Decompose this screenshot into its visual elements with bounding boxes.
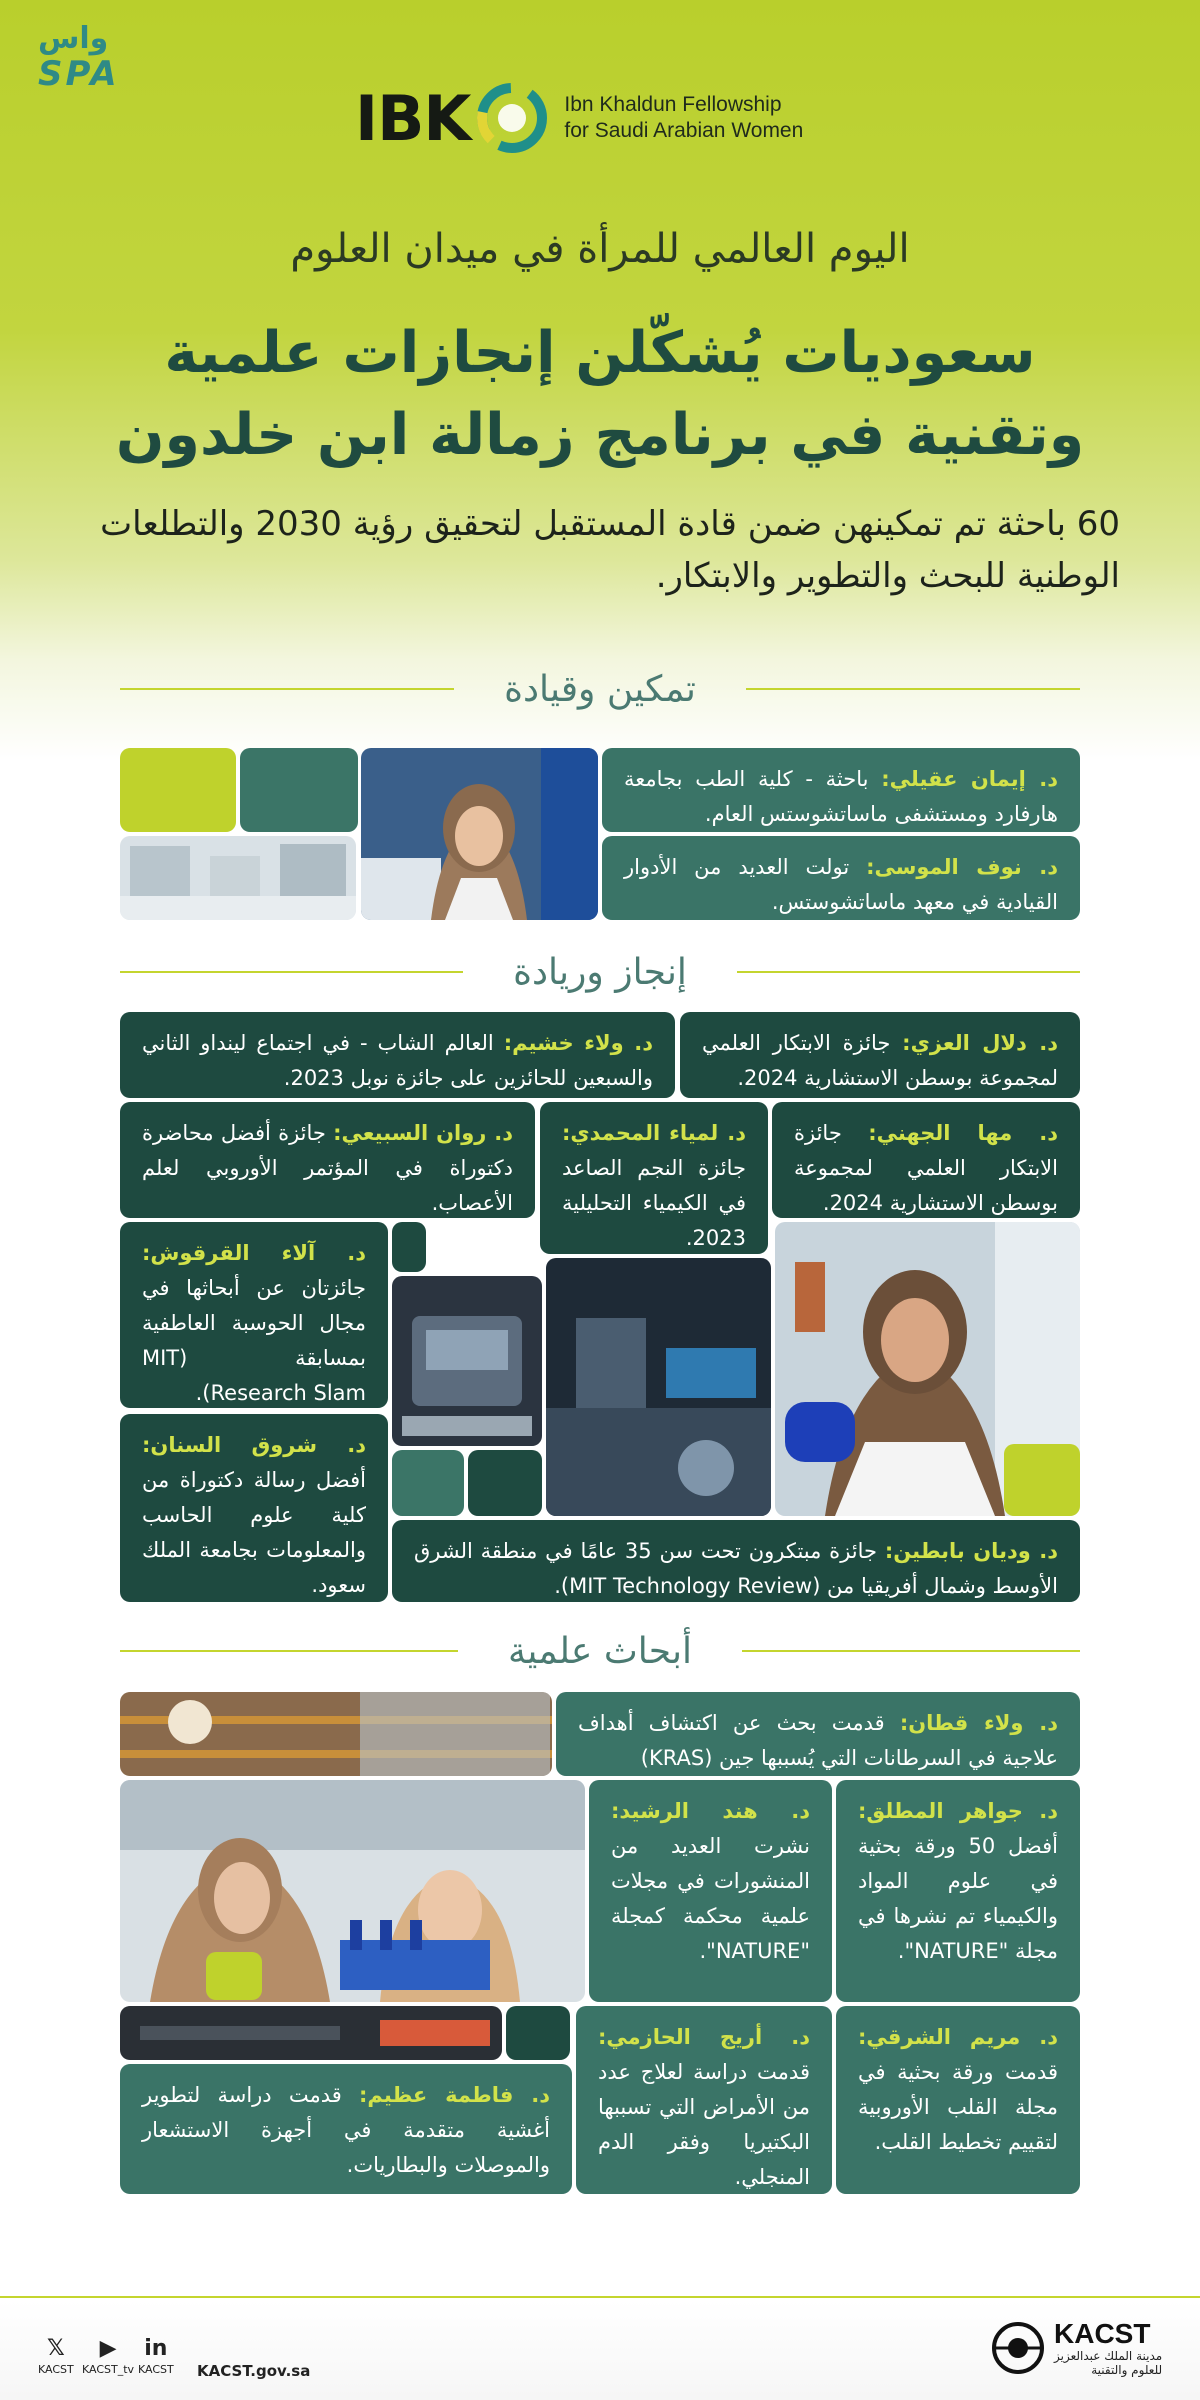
card-maryam-alsharqi <box>836 2006 1080 2194</box>
section-heading-empowerment <box>120 664 1080 714</box>
kacst-wordmark: KACST <box>1054 2318 1151 2349</box>
divider <box>120 1650 458 1652</box>
card-text: قدمت ورقة بحثية في مجلة القلب الأوروبية لتقييم تخطيط القلب. <box>858 2060 1058 2154</box>
lab-bench-strip-photo <box>120 2006 502 2060</box>
card-text: أفضل 50 ورقة بحثية في علوم المواد والكيمياء تم نشرها في مجلة "NATURE". <box>858 1834 1058 1963</box>
card-name: د. ولاء قطان: <box>899 1711 1058 1735</box>
decor-tile <box>506 2006 570 2060</box>
divider <box>742 1650 1080 1652</box>
decor-tile <box>206 1952 262 2000</box>
card-name: د. مريم الشرقي: <box>858 2025 1058 2049</box>
card-text: قدمت دراسة لعلاج عدد من الأمراض التي تسببها البكتيريا وفقر الدم المنجلي. <box>598 2060 810 2189</box>
kacst-emblem-icon <box>990 2320 1046 2376</box>
card-name: د. نوف الموسى: <box>866 855 1058 879</box>
x-icon: 𝕏 <box>47 2336 65 2361</box>
card-text: جائزة النجم الصاعد في الكيمياء التحليلية 2023. <box>562 1156 746 1250</box>
section-heading-research <box>120 1626 1080 1676</box>
card-maha-aljuhani <box>772 1102 1080 1218</box>
main-title <box>60 312 1140 476</box>
card-walaa-khashim <box>120 1012 675 1098</box>
subtitle: 60 باحثة تم تمكينهن ضمن قادة المستقبل لتحقيق رؤية 2030 والتطلعات الوطنية للبحث والتطوير والابتكار. <box>100 504 1120 596</box>
card-name: د. آلاء القرقوش: <box>142 1241 366 1265</box>
card-text: باحثة - كلية الطب بجامعة هارفارد ومستشفى ماساتشوستس العام. <box>624 767 1058 826</box>
kacst-logo <box>990 2318 1170 2378</box>
ibk-wordmark: IBK <box>355 81 471 155</box>
social-label: KACST_tv <box>82 2363 135 2376</box>
spa-logo-english: SPA <box>38 54 120 94</box>
card-name: د. شروق السنان: <box>142 1433 366 1457</box>
main-title-line-1: سعوديات يُشكّلن إنجازات علمية <box>164 320 1036 386</box>
social-link-youtube[interactable] <box>82 2335 134 2376</box>
card-name: د. هند الرشيد: <box>611 1799 810 1823</box>
fellowship-name <box>564 92 803 144</box>
ibk-logo <box>355 78 855 158</box>
card-text: العالم الشاب - في اجتماع لينداو الثاني والسبعين للحائزين على جائزة نوبل 2023. <box>142 1031 653 1090</box>
divider <box>737 971 1080 973</box>
divider <box>746 688 1080 690</box>
card-walaa-qattan <box>556 1692 1080 1776</box>
researchers-at-bench-photo <box>120 1780 585 2002</box>
card-name: د. مها الجهني: <box>868 1121 1058 1145</box>
spa-logo <box>38 22 138 94</box>
day-title: اليوم العالمي للمرأة في ميدان العلوم <box>290 226 910 272</box>
card-name: د. روان السبيعي: <box>333 1121 513 1145</box>
decor-tile <box>240 748 358 832</box>
footer-divider <box>0 2296 1200 2298</box>
lab-bench-photo <box>546 1258 771 1516</box>
fellowship-line-1: Ibn Khaldun Fellowship <box>564 93 782 116</box>
card-text: قدمت بحث عن اكتشاف أهداف علاجية في السرطانات التي يُسببها جين (KRAS) <box>578 1711 1058 1770</box>
card-name: د. دلال العزي: <box>902 1031 1058 1055</box>
card-name: د. فاطمة عظيم: <box>359 2083 550 2107</box>
card-fatima-azeem <box>120 2064 572 2194</box>
ibk-emblem-icon <box>476 82 548 154</box>
card-name: د. لمياء المحمدي: <box>562 1121 746 1145</box>
social-label: KACST <box>138 2363 174 2376</box>
card-text: جائزة الابتكار العلمي لمجموعة بوسطن الاستشارية 2024. <box>794 1121 1058 1215</box>
section-title: تمكين وقيادة <box>504 668 696 710</box>
card-iman-aqeeli <box>602 748 1080 832</box>
card-alaa-alqarqoush <box>120 1222 388 1408</box>
section-heading-achievement <box>120 947 1080 997</box>
section-title: أبحاث علمية <box>508 1630 692 1672</box>
fellowship-line-2: for Saudi Arabian Women <box>564 119 804 142</box>
lab-shelves-photo <box>120 1692 552 1776</box>
divider <box>120 971 463 973</box>
social-link-linkedin[interactable] <box>138 2335 174 2376</box>
card-nouf-almousa <box>602 836 1080 920</box>
card-shurooq-alsinan <box>120 1414 388 1602</box>
card-lamia-almohammadi <box>540 1102 768 1254</box>
card-name: د. وديان بابطين: <box>884 1539 1058 1563</box>
card-jawaher-almutlaq <box>836 1780 1080 2002</box>
card-text: نشرت العديد من المنشورات في مجلات علمية محكمة كمجلة "NATURE". <box>611 1834 810 1963</box>
decor-tile <box>120 748 236 832</box>
card-dalal-alazzi <box>680 1012 1080 1098</box>
card-text: جائزة مبتكرون تحت سن 35 عامًا في منطقة الشرق الأوسط وشمال أفريقيا من (MIT Technology Review). <box>414 1539 1058 1598</box>
card-hind-alrasheed <box>589 1780 832 2002</box>
kacst-arabic-line-1: مدينة الملك عبدالعزيز <box>1054 2349 1163 2363</box>
lab-photo <box>120 836 356 920</box>
main-title-line-2: وتقنية في برنامج زمالة ابن خلدون <box>115 402 1085 468</box>
decor-tile <box>1004 1444 1080 1516</box>
youtube-icon: ▶ <box>99 2336 117 2361</box>
spa-logo-arabic: واس <box>38 21 109 56</box>
card-name: د. أريج الحازمي: <box>598 2025 810 2049</box>
card-name: د. إيمان عقيلي: <box>881 767 1058 791</box>
lab-equipment-photo <box>392 1276 542 1446</box>
divider <box>120 688 454 690</box>
card-text: تولت العديد من الأدوار القيادية في معهد ماساتشوستس. <box>624 855 1058 914</box>
card-name: د. ولاء خشيم: <box>503 1031 653 1055</box>
card-areej-alhazmi <box>576 2006 832 2194</box>
website-link[interactable]: KACST.gov.sa <box>197 2362 311 2380</box>
card-text: أفضل رسالة دكتوراة من كلية علوم الحاسب والمعلومات بجامعة الملك سعود. <box>142 1468 366 1597</box>
card-text: قدمت دراسة لتطوير أغشية متقدمة في أجهزة الاستشعار والموصلات والبطاريات. <box>142 2083 550 2177</box>
kacst-arabic-line-2: للعلوم والتقنية <box>1091 2363 1163 2377</box>
card-text: جائزتان عن أبحاثها في مجال الحوسبة العاطفية بمسابقة (MIT Research Slam). <box>142 1276 366 1405</box>
card-name: د. جواهر المطلق: <box>858 1799 1058 1823</box>
portrait-photo-researcher <box>361 748 598 920</box>
card-text: جائزة أفضل محاضرة دكتوراة في المؤتمر الأوروبي لعلم الأعصاب. <box>142 1121 513 1215</box>
card-wedyan-babtain <box>392 1520 1080 1602</box>
card-text: جائزة الابتكار العلمي لمجموعة بوسطن الاستشارية 2024. <box>702 1031 1058 1090</box>
card-rawan-alsubaie <box>120 1102 535 1218</box>
decor-tile <box>468 1450 542 1516</box>
section-title: إنجاز وريادة <box>513 951 687 993</box>
decor-tile <box>392 1222 426 1272</box>
social-link-x[interactable] <box>38 2335 74 2376</box>
linkedin-icon: in <box>144 2336 168 2361</box>
decor-tile <box>392 1450 464 1516</box>
social-label: KACST <box>38 2363 74 2376</box>
